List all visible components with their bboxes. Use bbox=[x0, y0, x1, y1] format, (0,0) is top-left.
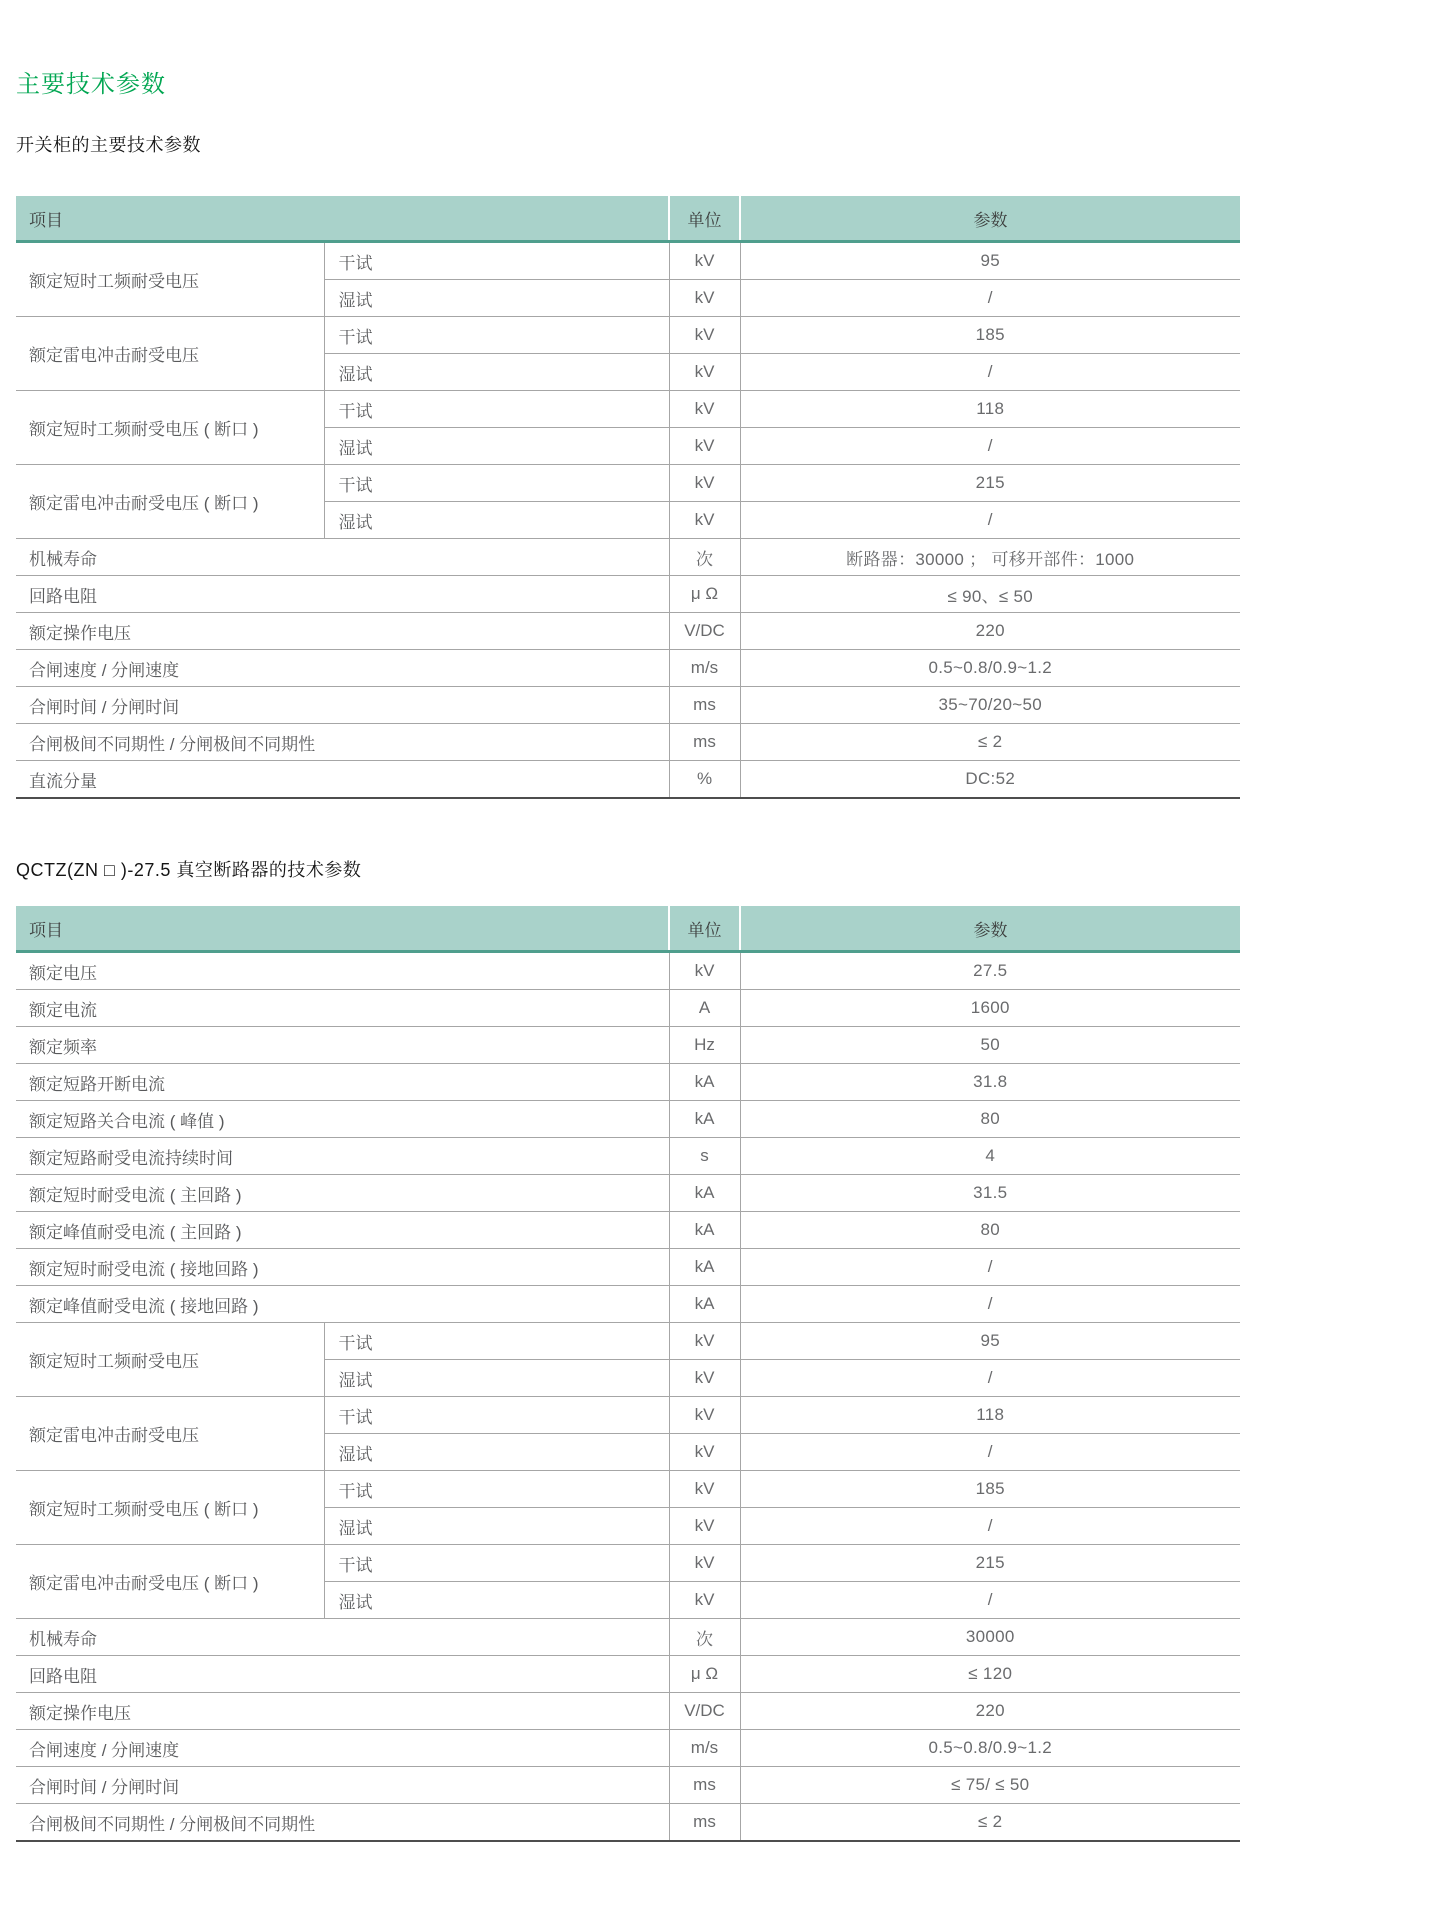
unit-cell: kV bbox=[669, 428, 740, 465]
item-cell: 额定雷电冲击耐受电压 ( 断口 ) bbox=[16, 1545, 324, 1619]
value-cell: 断路器：30000 ； 可移开部件：1000 bbox=[740, 539, 1240, 576]
table-row bbox=[16, 650, 1240, 687]
item-cell: 回路电阻 bbox=[16, 576, 669, 613]
unit-cell: kA bbox=[669, 1175, 740, 1212]
item-cell: 额定短时耐受电流 ( 接地回路 ) bbox=[16, 1249, 669, 1286]
value-cell: 50 bbox=[740, 1027, 1240, 1064]
unit-cell: kV bbox=[669, 952, 740, 990]
unit-cell: Hz bbox=[669, 1027, 740, 1064]
unit-cell: kV bbox=[669, 1360, 740, 1397]
value-cell: ≤ 90、≤ 50 bbox=[740, 576, 1240, 613]
table-row bbox=[16, 576, 1240, 613]
value-cell: / bbox=[740, 502, 1240, 539]
unit-cell: kV bbox=[669, 391, 740, 428]
value-cell: / bbox=[740, 1508, 1240, 1545]
column-header-unit: 单位 bbox=[669, 906, 740, 952]
unit-cell: V/DC bbox=[669, 613, 740, 650]
table-row bbox=[16, 539, 1240, 576]
unit-cell: kV bbox=[669, 465, 740, 502]
page-content bbox=[16, 64, 1240, 1842]
table-row bbox=[16, 687, 1240, 724]
value-cell: 31.8 bbox=[740, 1064, 1240, 1101]
value-cell: ≤ 120 bbox=[740, 1656, 1240, 1693]
value-cell: / bbox=[740, 280, 1240, 317]
unit-cell: kV bbox=[669, 1471, 740, 1508]
sub-item-cell: 湿试 bbox=[324, 502, 669, 539]
item-cell: 额定短时工频耐受电压 bbox=[16, 242, 324, 317]
value-cell: / bbox=[740, 354, 1240, 391]
table-row bbox=[16, 1693, 1240, 1730]
breaker-params-table bbox=[16, 906, 1240, 1842]
value-cell: ≤ 2 bbox=[740, 1804, 1240, 1842]
table-row bbox=[16, 1101, 1240, 1138]
unit-cell: 次 bbox=[669, 1619, 740, 1656]
item-cell: 额定雷电冲击耐受电压 bbox=[16, 317, 324, 391]
item-cell: 额定短时工频耐受电压 ( 断口 ) bbox=[16, 391, 324, 465]
item-cell: 额定峰值耐受电流 ( 主回路 ) bbox=[16, 1212, 669, 1249]
unit-cell: kV bbox=[669, 1323, 740, 1360]
item-cell: 额定操作电压 bbox=[16, 1693, 669, 1730]
item-cell: 额定雷电冲击耐受电压 bbox=[16, 1397, 324, 1471]
item-cell: 额定短路开断电流 bbox=[16, 1064, 669, 1101]
table-body bbox=[16, 952, 1240, 1842]
value-cell: 1600 bbox=[740, 990, 1240, 1027]
sub-item-cell: 干试 bbox=[324, 1397, 669, 1434]
sub-item-cell: 湿试 bbox=[324, 1434, 669, 1471]
sub-item-cell: 湿试 bbox=[324, 428, 669, 465]
unit-cell: kA bbox=[669, 1212, 740, 1249]
table-row bbox=[16, 242, 1240, 280]
item-cell: 额定短时工频耐受电压 ( 断口 ) bbox=[16, 1471, 324, 1545]
item-cell: 额定操作电压 bbox=[16, 613, 669, 650]
unit-cell: kV bbox=[669, 242, 740, 280]
unit-cell: kV bbox=[669, 1582, 740, 1619]
table-row bbox=[16, 1619, 1240, 1656]
sub-item-cell: 湿试 bbox=[324, 354, 669, 391]
table-row bbox=[16, 613, 1240, 650]
value-cell: 185 bbox=[740, 1471, 1240, 1508]
table-row bbox=[16, 1138, 1240, 1175]
table-row bbox=[16, 1397, 1240, 1434]
unit-cell: kV bbox=[669, 1545, 740, 1582]
table-row bbox=[16, 317, 1240, 354]
value-cell: 80 bbox=[740, 1212, 1240, 1249]
value-cell: / bbox=[740, 1434, 1240, 1471]
value-cell: 35~70/20~50 bbox=[740, 687, 1240, 724]
value-cell: 220 bbox=[740, 613, 1240, 650]
unit-cell: % bbox=[669, 761, 740, 799]
table-row bbox=[16, 1730, 1240, 1767]
table-row bbox=[16, 990, 1240, 1027]
sub-item-cell: 干试 bbox=[324, 242, 669, 280]
unit-cell: μ Ω bbox=[669, 576, 740, 613]
item-cell: 直流分量 bbox=[16, 761, 669, 799]
column-header-item: 项目 bbox=[16, 906, 669, 952]
column-header-unit: 单位 bbox=[669, 196, 740, 242]
unit-cell: kV bbox=[669, 1397, 740, 1434]
unit-cell: kA bbox=[669, 1101, 740, 1138]
table-row bbox=[16, 1656, 1240, 1693]
column-header-param: 参数 bbox=[740, 906, 1240, 952]
sub-item-cell: 干试 bbox=[324, 1323, 669, 1360]
table-row bbox=[16, 1249, 1240, 1286]
value-cell: / bbox=[740, 1249, 1240, 1286]
unit-cell: kV bbox=[669, 1434, 740, 1471]
sub-item-cell: 干试 bbox=[324, 465, 669, 502]
unit-cell: V/DC bbox=[669, 1693, 740, 1730]
value-cell: 4 bbox=[740, 1138, 1240, 1175]
sub-item-cell: 干试 bbox=[324, 317, 669, 354]
value-cell: / bbox=[740, 1286, 1240, 1323]
item-cell: 合闸极间不同期性 / 分闸极间不同期性 bbox=[16, 1804, 669, 1842]
unit-cell: s bbox=[669, 1138, 740, 1175]
unit-cell: kA bbox=[669, 1286, 740, 1323]
unit-cell: kV bbox=[669, 280, 740, 317]
sub-item-cell: 湿试 bbox=[324, 1360, 669, 1397]
table-row bbox=[16, 1064, 1240, 1101]
table-row bbox=[16, 1212, 1240, 1249]
table-row bbox=[16, 1286, 1240, 1323]
table-row bbox=[16, 1804, 1240, 1842]
value-cell: ≤ 2 bbox=[740, 724, 1240, 761]
table-header bbox=[16, 196, 1240, 242]
value-cell: 215 bbox=[740, 1545, 1240, 1582]
unit-cell: m/s bbox=[669, 650, 740, 687]
unit-cell: ms bbox=[669, 724, 740, 761]
sub-item-cell: 湿试 bbox=[324, 1508, 669, 1545]
sub-item-cell: 干试 bbox=[324, 391, 669, 428]
value-cell: 118 bbox=[740, 1397, 1240, 1434]
value-cell: 95 bbox=[740, 1323, 1240, 1360]
value-cell: 30000 bbox=[740, 1619, 1240, 1656]
column-header-param: 参数 bbox=[740, 196, 1240, 242]
section-title-switchgear: 开关柜的主要技术参数 bbox=[16, 135, 201, 155]
value-cell: 118 bbox=[740, 391, 1240, 428]
item-cell: 合闸极间不同期性 / 分闸极间不同期性 bbox=[16, 724, 669, 761]
value-cell: 95 bbox=[740, 242, 1240, 280]
item-cell: 额定峰值耐受电流 ( 接地回路 ) bbox=[16, 1286, 669, 1323]
value-cell: / bbox=[740, 1582, 1240, 1619]
item-cell: 机械寿命 bbox=[16, 539, 669, 576]
table-row bbox=[16, 952, 1240, 990]
unit-cell: μ Ω bbox=[669, 1656, 740, 1693]
item-cell: 回路电阻 bbox=[16, 1656, 669, 1693]
unit-cell: ms bbox=[669, 1767, 740, 1804]
sub-item-cell: 干试 bbox=[324, 1471, 669, 1508]
item-cell: 额定电压 bbox=[16, 952, 669, 990]
item-cell: 额定短路耐受电流持续时间 bbox=[16, 1138, 669, 1175]
value-cell: 215 bbox=[740, 465, 1240, 502]
section-title-breaker: QCTZ(ZN □ )-27.5 真空断路器的技术参数 bbox=[16, 860, 362, 880]
value-cell: 27.5 bbox=[740, 952, 1240, 990]
table-row bbox=[16, 1175, 1240, 1212]
table-row bbox=[16, 1545, 1240, 1582]
sub-item-cell: 干试 bbox=[324, 1545, 669, 1582]
value-cell: 80 bbox=[740, 1101, 1240, 1138]
item-cell: 额定短时工频耐受电压 bbox=[16, 1323, 324, 1397]
item-cell: 额定短路关合电流 ( 峰值 ) bbox=[16, 1101, 669, 1138]
item-cell: 合闸速度 / 分闸速度 bbox=[16, 1730, 669, 1767]
item-cell: 额定短时耐受电流 ( 主回路 ) bbox=[16, 1175, 669, 1212]
unit-cell: kV bbox=[669, 1508, 740, 1545]
value-cell: 220 bbox=[740, 1693, 1240, 1730]
table-row bbox=[16, 391, 1240, 428]
value-cell: 0.5~0.8/0.9~1.2 bbox=[740, 650, 1240, 687]
page-title: 主要技术参数 bbox=[16, 71, 166, 98]
value-cell: 185 bbox=[740, 317, 1240, 354]
column-header-item: 项目 bbox=[16, 196, 669, 242]
sub-item-cell: 湿试 bbox=[324, 1582, 669, 1619]
unit-cell: ms bbox=[669, 687, 740, 724]
unit-cell: kV bbox=[669, 317, 740, 354]
value-cell: 31.5 bbox=[740, 1175, 1240, 1212]
value-cell: / bbox=[740, 1360, 1240, 1397]
item-cell: 额定雷电冲击耐受电压 ( 断口 ) bbox=[16, 465, 324, 539]
table-row bbox=[16, 1767, 1240, 1804]
unit-cell: m/s bbox=[669, 1730, 740, 1767]
table-row bbox=[16, 465, 1240, 502]
unit-cell: kA bbox=[669, 1249, 740, 1286]
value-cell: ≤ 75/ ≤ 50 bbox=[740, 1767, 1240, 1804]
table-body bbox=[16, 242, 1240, 799]
unit-cell: kA bbox=[669, 1064, 740, 1101]
header-row bbox=[16, 196, 1240, 242]
table-row bbox=[16, 1323, 1240, 1360]
item-cell: 合闸速度 / 分闸速度 bbox=[16, 650, 669, 687]
header-row bbox=[16, 906, 1240, 952]
table-header bbox=[16, 906, 1240, 952]
value-cell: DC:52 bbox=[740, 761, 1240, 799]
item-cell: 机械寿命 bbox=[16, 1619, 669, 1656]
item-cell: 额定频率 bbox=[16, 1027, 669, 1064]
value-cell: 0.5~0.8/0.9~1.2 bbox=[740, 1730, 1240, 1767]
sub-item-cell: 湿试 bbox=[324, 280, 669, 317]
item-cell: 合闸时间 / 分闸时间 bbox=[16, 687, 669, 724]
table-row bbox=[16, 1471, 1240, 1508]
item-cell: 合闸时间 / 分闸时间 bbox=[16, 1767, 669, 1804]
value-cell: / bbox=[740, 428, 1240, 465]
unit-cell: A bbox=[669, 990, 740, 1027]
unit-cell: ms bbox=[669, 1804, 740, 1842]
unit-cell: kV bbox=[669, 354, 740, 391]
switchgear-params-table bbox=[16, 196, 1240, 799]
unit-cell: 次 bbox=[669, 539, 740, 576]
table-row bbox=[16, 761, 1240, 799]
unit-cell: kV bbox=[669, 502, 740, 539]
table-row bbox=[16, 724, 1240, 761]
item-cell: 额定电流 bbox=[16, 990, 669, 1027]
table-row bbox=[16, 1027, 1240, 1064]
